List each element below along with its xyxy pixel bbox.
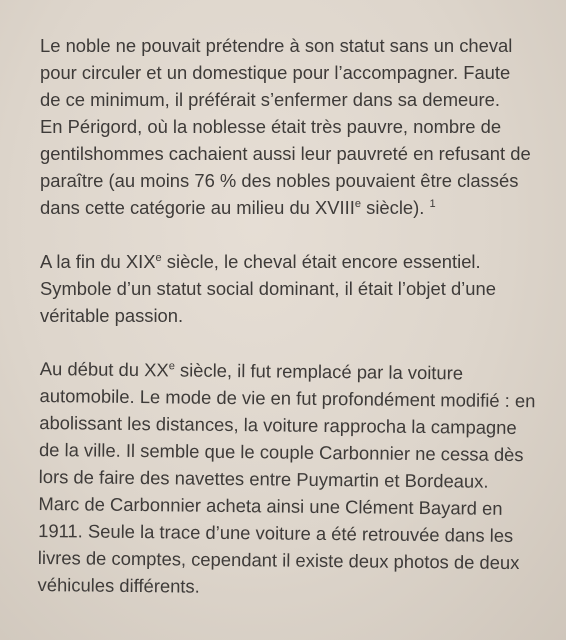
text-line: abolissant les distances, la voiture rapprocha la campagne bbox=[39, 411, 517, 438]
text-line: gentilshommes cachaient aussi leur pauvreté en refusant de bbox=[40, 143, 531, 164]
superscript-e: e bbox=[155, 251, 162, 264]
text-line: En Périgord, où la noblesse était très pauvre, nombre de bbox=[40, 116, 502, 137]
text-line: Marc de Carbonnier acheta ainsi une Clément Bayard en bbox=[38, 492, 503, 519]
text-line: véritable passion. bbox=[40, 305, 184, 326]
text-line: pour circuler et un domestique pour l’accompagner. Faute bbox=[40, 62, 511, 83]
text-line: Le noble ne pouvait prétendre à son statut sans un cheval bbox=[40, 35, 513, 56]
paragraph-2 bbox=[40, 248, 540, 329]
text-fragment: A la fin du XIX bbox=[40, 251, 156, 272]
text-line: de ce minimum, il préférait s’enfermer dans sa demeure. bbox=[40, 89, 500, 110]
text-fragment: Au début du XX bbox=[39, 357, 169, 381]
text-line: 1911. Seule la trace d’une voiture a été retrouvée dans les bbox=[38, 519, 514, 546]
text-line: de la ville. Il semble que le couple Carbonnier ne cessa dès bbox=[38, 438, 524, 466]
text-fragment: siècle, le cheval était encore essentiel. bbox=[161, 251, 481, 272]
text-line: livres de comptes, cependant il existe deux photos de deux bbox=[37, 546, 520, 574]
text-line: paraître (au moins 76 % des nobles pouvaient être classés bbox=[40, 170, 519, 191]
text-line bbox=[40, 248, 540, 275]
superscript-e: e bbox=[168, 360, 175, 373]
paragraph-1 bbox=[40, 32, 540, 221]
footnote-marker: 1 bbox=[429, 197, 436, 210]
paragraph-3 bbox=[37, 355, 540, 603]
text-fragment: dans cette catégorie au milieu du XVIII bbox=[40, 197, 355, 218]
text-fragment: siècle). bbox=[361, 197, 425, 218]
superscript-e: e bbox=[354, 197, 362, 210]
text-fragment: siècle, il fut remplacé par la voiture bbox=[174, 359, 464, 384]
text-line: Symbole d’un statut social dominant, il était l’objet d’une bbox=[40, 278, 496, 299]
text-line: lors de faire des navettes entre Puymartin et Bordeaux. bbox=[38, 465, 489, 492]
text-line: automobile. Le mode de vie en fut profondément modifié : en bbox=[39, 384, 536, 412]
text-line: véhicules différents. bbox=[37, 573, 200, 597]
text-line-last bbox=[40, 194, 540, 221]
